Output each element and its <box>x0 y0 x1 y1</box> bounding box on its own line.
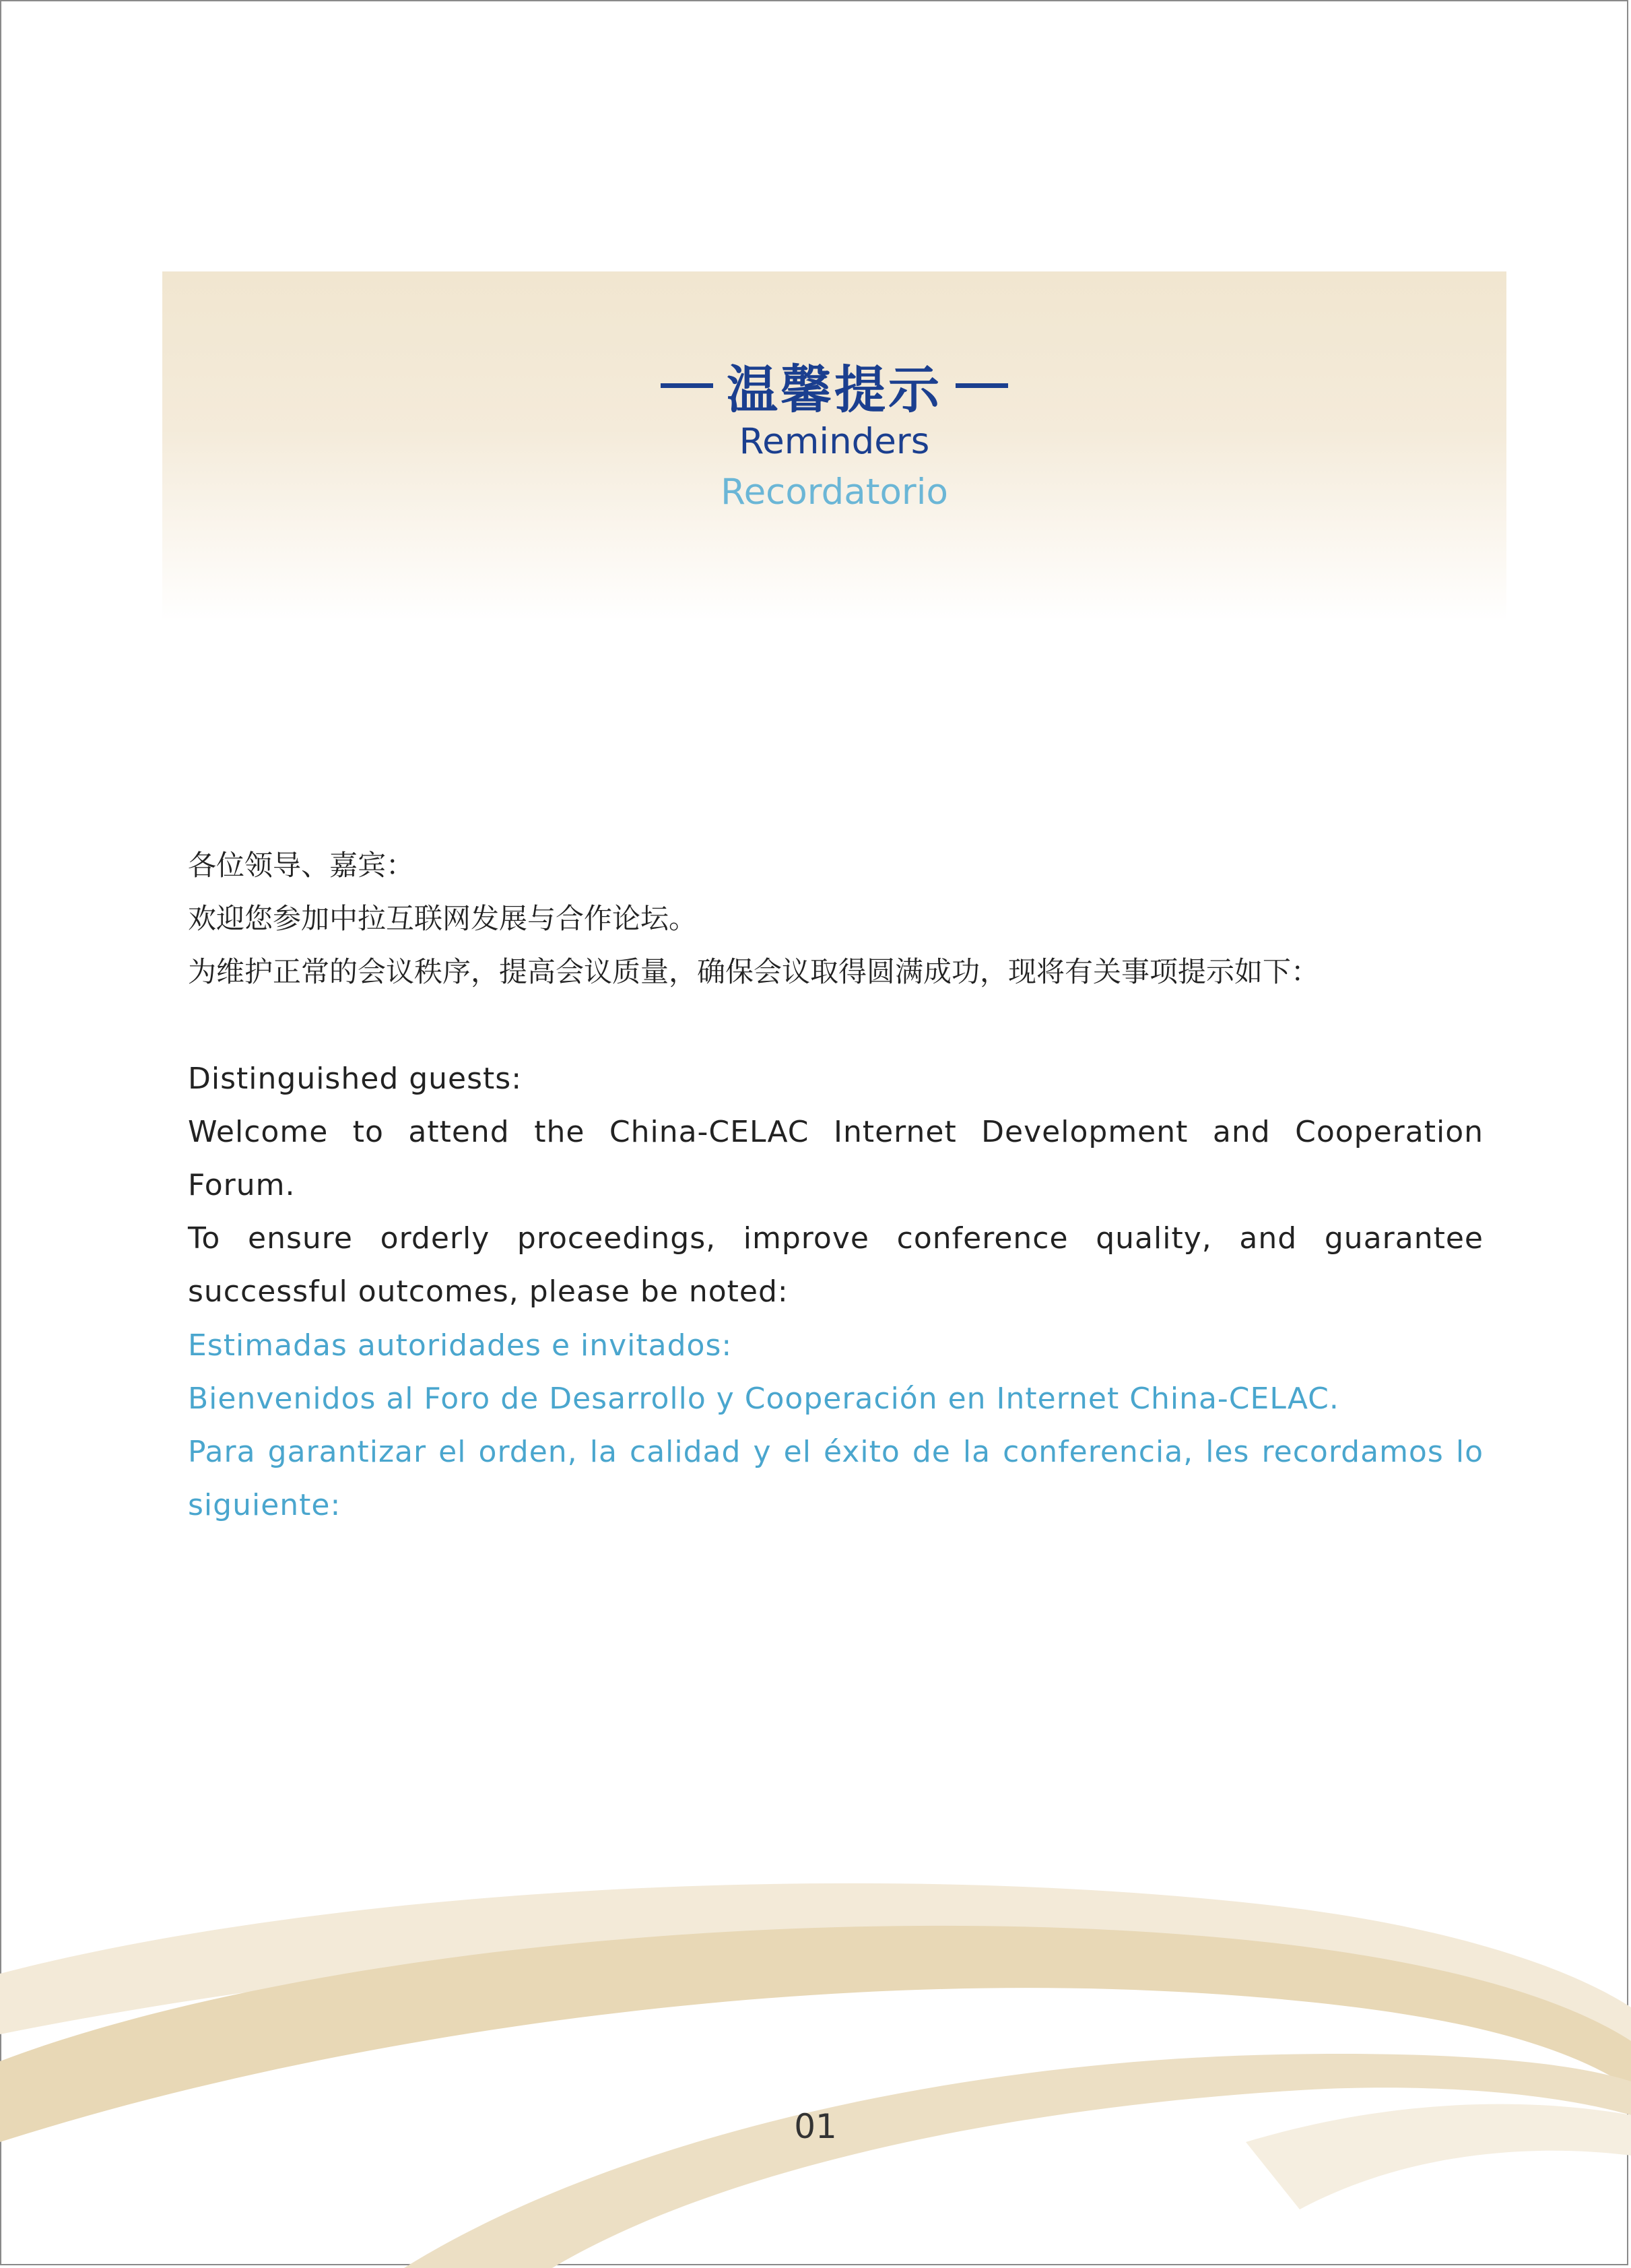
english-line-notice: To ensure orderly proceedings, improve conference quality, and guarantee successful outcomes, please be noted: <box>188 1221 1484 1309</box>
page-number: 01 <box>794 2107 837 2146</box>
english-line-salutation: Distinguished guests: <box>188 1062 523 1096</box>
title-dash-left <box>661 383 713 388</box>
spanish-line-salutation: Estimadas autoridades e invitados: <box>188 1328 733 1363</box>
page-title-chinese: 温馨提示 <box>727 360 942 420</box>
chinese-greeting <box>188 839 1484 998</box>
swoosh-lower-band <box>404 2054 1631 2268</box>
spanish-line-notice: Para garantizar el orden, la calidad y el éxito de la conferencia, les recordamos lo siguiente: <box>188 1435 1484 1522</box>
english-greeting <box>188 1052 1484 1318</box>
chinese-line-welcome: 欢迎您参加中拉互联网发展与合作论坛。 <box>188 902 698 935</box>
decorative-swoosh <box>0 1859 1631 2268</box>
chinese-line-notice: 为维护正常的会议秩序，提高会议质量，确保会议取得圆满成功，现将有关事项提示如下： <box>188 955 1320 988</box>
spanish-line-welcome: Bienvenidos al Foro de Desarrollo y Cooperación en Internet China-CELAC. <box>188 1382 1339 1416</box>
title-dash-right <box>956 383 1008 388</box>
english-line-welcome: Welcome to attend the China-CELAC Internet Development and Cooperation Forum. <box>188 1115 1484 1202</box>
title-row <box>162 349 1506 422</box>
chinese-line-salutation: 各位领导、嘉宾： <box>188 849 415 882</box>
page-title-english: Reminders <box>739 421 930 462</box>
spanish-greeting <box>188 1319 1484 1532</box>
page-title-spanish: Recordatorio <box>721 472 948 513</box>
header-band <box>162 271 1506 622</box>
